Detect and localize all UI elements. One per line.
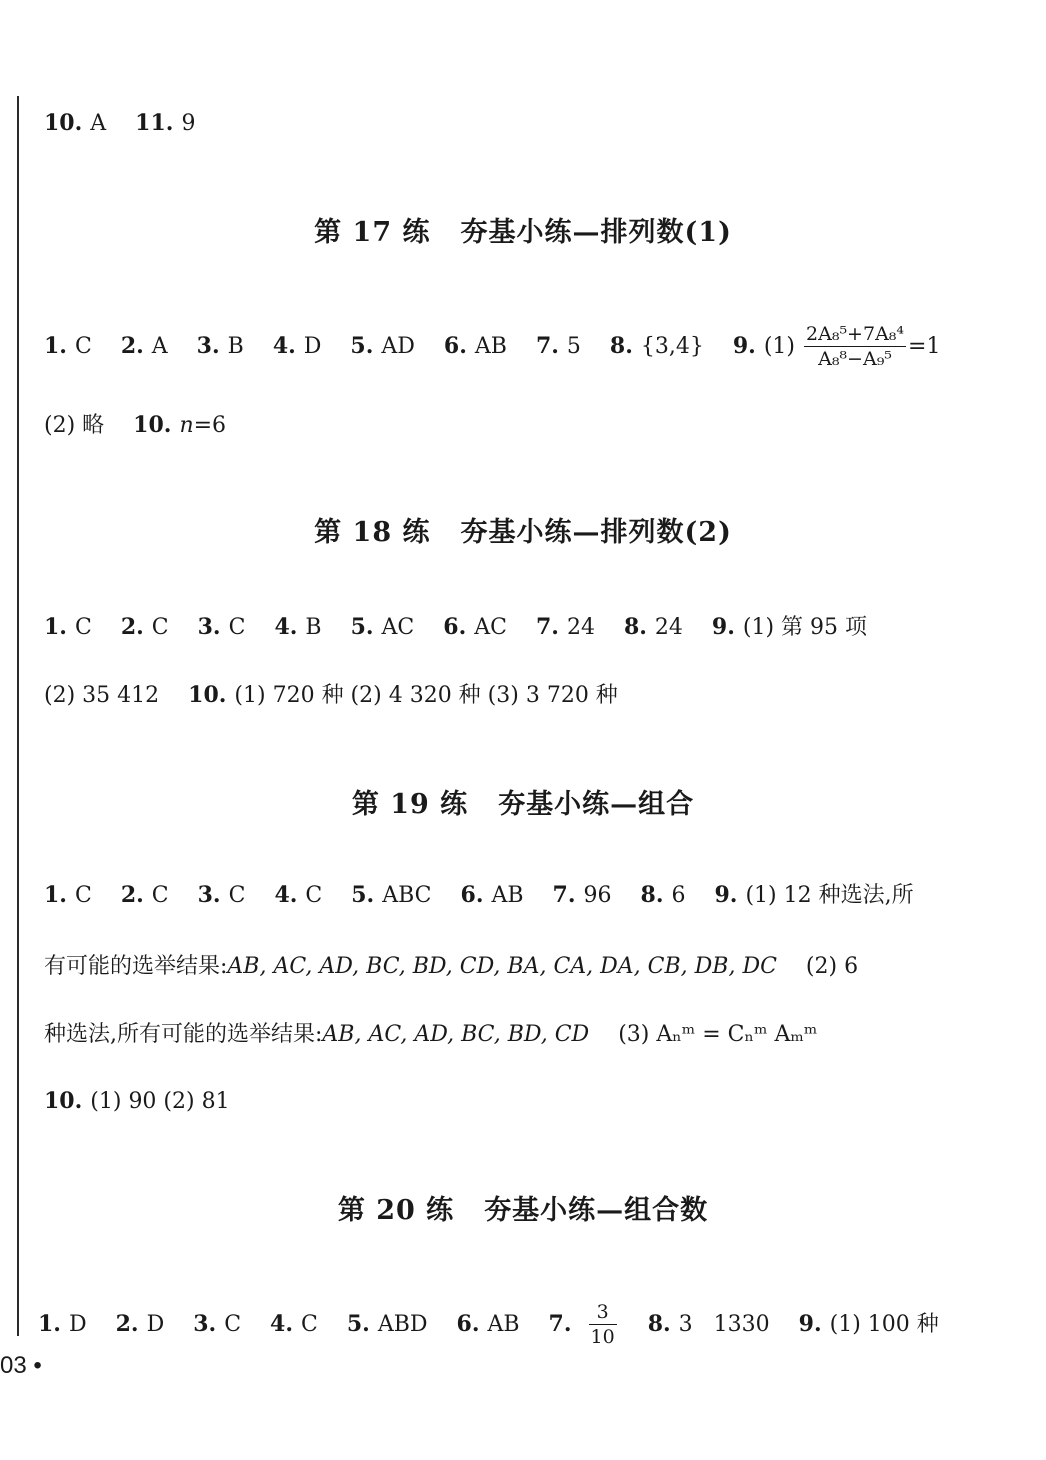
fraction-q7: $\frac{3}{10}$: [590, 1301, 615, 1348]
section-title-17: 第 17 练 夯基小练—排列数(1): [314, 217, 732, 248]
page-number: 03 •: [0, 1352, 42, 1379]
section-title-20: 第 20 练 夯基小练—组合数: [337, 1195, 709, 1226]
answer-line-18-2: (2) 35 412 10. (1) 720 种 (2) 4 320 种 (3) 3 720 种: [44, 682, 618, 708]
section-title-18: 第 18 练 夯基小练—排列数(2): [314, 517, 732, 548]
answer-line-19-1: 1. C 2. C 3. C 4. C 5. ABC 6. AB 7. 96 8. 6 9. (1) 12 种选法,所: [44, 882, 914, 908]
answer-line-17-2: (2) 略 10. n=6: [44, 412, 227, 438]
margin-rule: [17, 96, 19, 1336]
answer-line-18-1: 1. C 2. C 3. C 4. B 5. AC 6. AC 7. 24 8. 24 9. (1) 第 95 项: [44, 614, 868, 640]
answer-line-top: 10. A 11. 9: [44, 110, 196, 136]
answer-line-19-4: 10. (1) 90 (2) 81: [44, 1088, 230, 1114]
answer-line-19-2: 有可能的选举结果:AB, AC, AD, BC, BD, CD, BA, CA, DA, CB, DB, DC (2) 6: [44, 954, 859, 979]
section-title-19: 第 19 练 夯基小练—组合: [351, 789, 695, 820]
answer-line-17-1: 1. C 2. A 3. B 4. D 5. AD 6. AB 7. 5 8. {3,4} 9. (1) $\frac{\text{2A₈⁵+7A₈⁴}}{\text{A₈⁸−A₉⁵}}$ =1: [44, 323, 941, 370]
answer-line-19-3: 种选法,所有可能的选举结果:AB, AC, AD, BC, BD, CD (3) Aₙᵐ = Cₙᵐ Aₘᵐ: [44, 1022, 818, 1047]
fraction-q9: $\frac{\text{2A₈⁵+7A₈⁴}}{\text{A₈⁸−A₉⁵}}$: [806, 323, 905, 370]
answer-line-20-1: 1. D 2. D 3. C 4. C 5. ABD 6. AB 7. $\frac{3}{10}$ 8. 3 1330 9. (1) 100 种: [38, 1301, 939, 1348]
